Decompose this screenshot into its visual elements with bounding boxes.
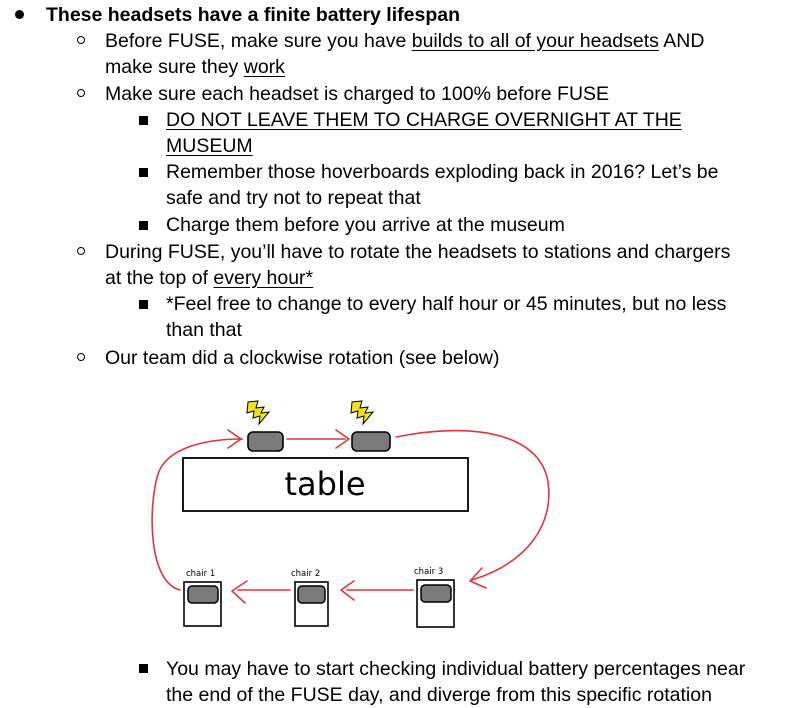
bullet-circle-icon	[77, 89, 85, 97]
text: make sure they	[105, 56, 244, 78]
chair-1	[184, 569, 221, 626]
text: Before FUSE, make sure you have	[105, 30, 412, 52]
bullet-square-icon	[139, 168, 148, 177]
item-builds	[105, 28, 704, 54]
item-rotate-cont	[105, 265, 313, 291]
text: AND	[658, 30, 705, 52]
link-builds[interactable]: builds to all of your headsets	[411, 30, 659, 52]
item-hoverboards: Remember those hoverboards exploding back in 2016? Let’s be	[166, 161, 719, 183]
item-half-hour: *Feel free to change to every half hour or 45 minutes, but no less	[166, 293, 727, 315]
item-charged: Make sure each headset is charged to 100% before FUSE	[105, 83, 610, 105]
bullet-circle-icon	[77, 247, 85, 255]
item-half-hour-cont: than that	[166, 319, 242, 341]
chair-label: chair 1	[186, 569, 216, 579]
rotation-diagram	[140, 392, 560, 637]
headset-icon	[248, 432, 283, 451]
text: at the top of	[105, 267, 214, 289]
section-heading: These headsets have a finite battery lifespan	[46, 4, 460, 26]
lightning-bolt-icon	[351, 401, 373, 424]
chair-label: chair 2	[291, 569, 321, 579]
item-battery-check: You may have to start checking individual battery percentages near	[166, 658, 746, 680]
chair-label: chair 3	[414, 567, 444, 577]
bullet-square-icon	[139, 116, 148, 125]
lightning-bolt-icon	[247, 401, 269, 424]
headset-icon	[421, 585, 451, 602]
headset-icon	[352, 432, 390, 451]
item-rotate: During FUSE, you’ll have to rotate the headsets to stations and chargers	[105, 241, 731, 263]
bullet-circle-icon	[77, 36, 85, 44]
bullet-disc-icon	[15, 10, 24, 19]
headset-icon	[298, 586, 325, 603]
item-battery-check-cont: the end of the FUSE day, and diverge from this specific rotation	[166, 684, 712, 706]
item-hoverboards-cont: safe and try not to repeat that	[166, 187, 421, 209]
item-clockwise: Our team did a clockwise rotation (see below)	[105, 347, 500, 369]
headset-icon	[188, 586, 218, 603]
bullet-circle-icon	[77, 353, 85, 361]
link-every-hour[interactable]: every hour*	[213, 267, 314, 289]
chair-3	[414, 567, 454, 627]
warning-line: MUSEUM	[166, 135, 253, 157]
arrow-head	[232, 581, 247, 603]
bullet-square-icon	[139, 300, 148, 309]
chair-2	[291, 569, 328, 626]
table-label: table	[284, 465, 366, 503]
item-charge-before: Charge them before you arrive at the museum	[166, 214, 565, 236]
link-work[interactable]: work	[243, 56, 285, 78]
warning-line: DO NOT LEAVE THEM TO CHARGE OVERNIGHT AT THE	[166, 109, 682, 131]
bullet-square-icon	[139, 664, 148, 673]
bullet-square-icon	[139, 221, 148, 230]
item-builds-cont	[105, 54, 285, 80]
